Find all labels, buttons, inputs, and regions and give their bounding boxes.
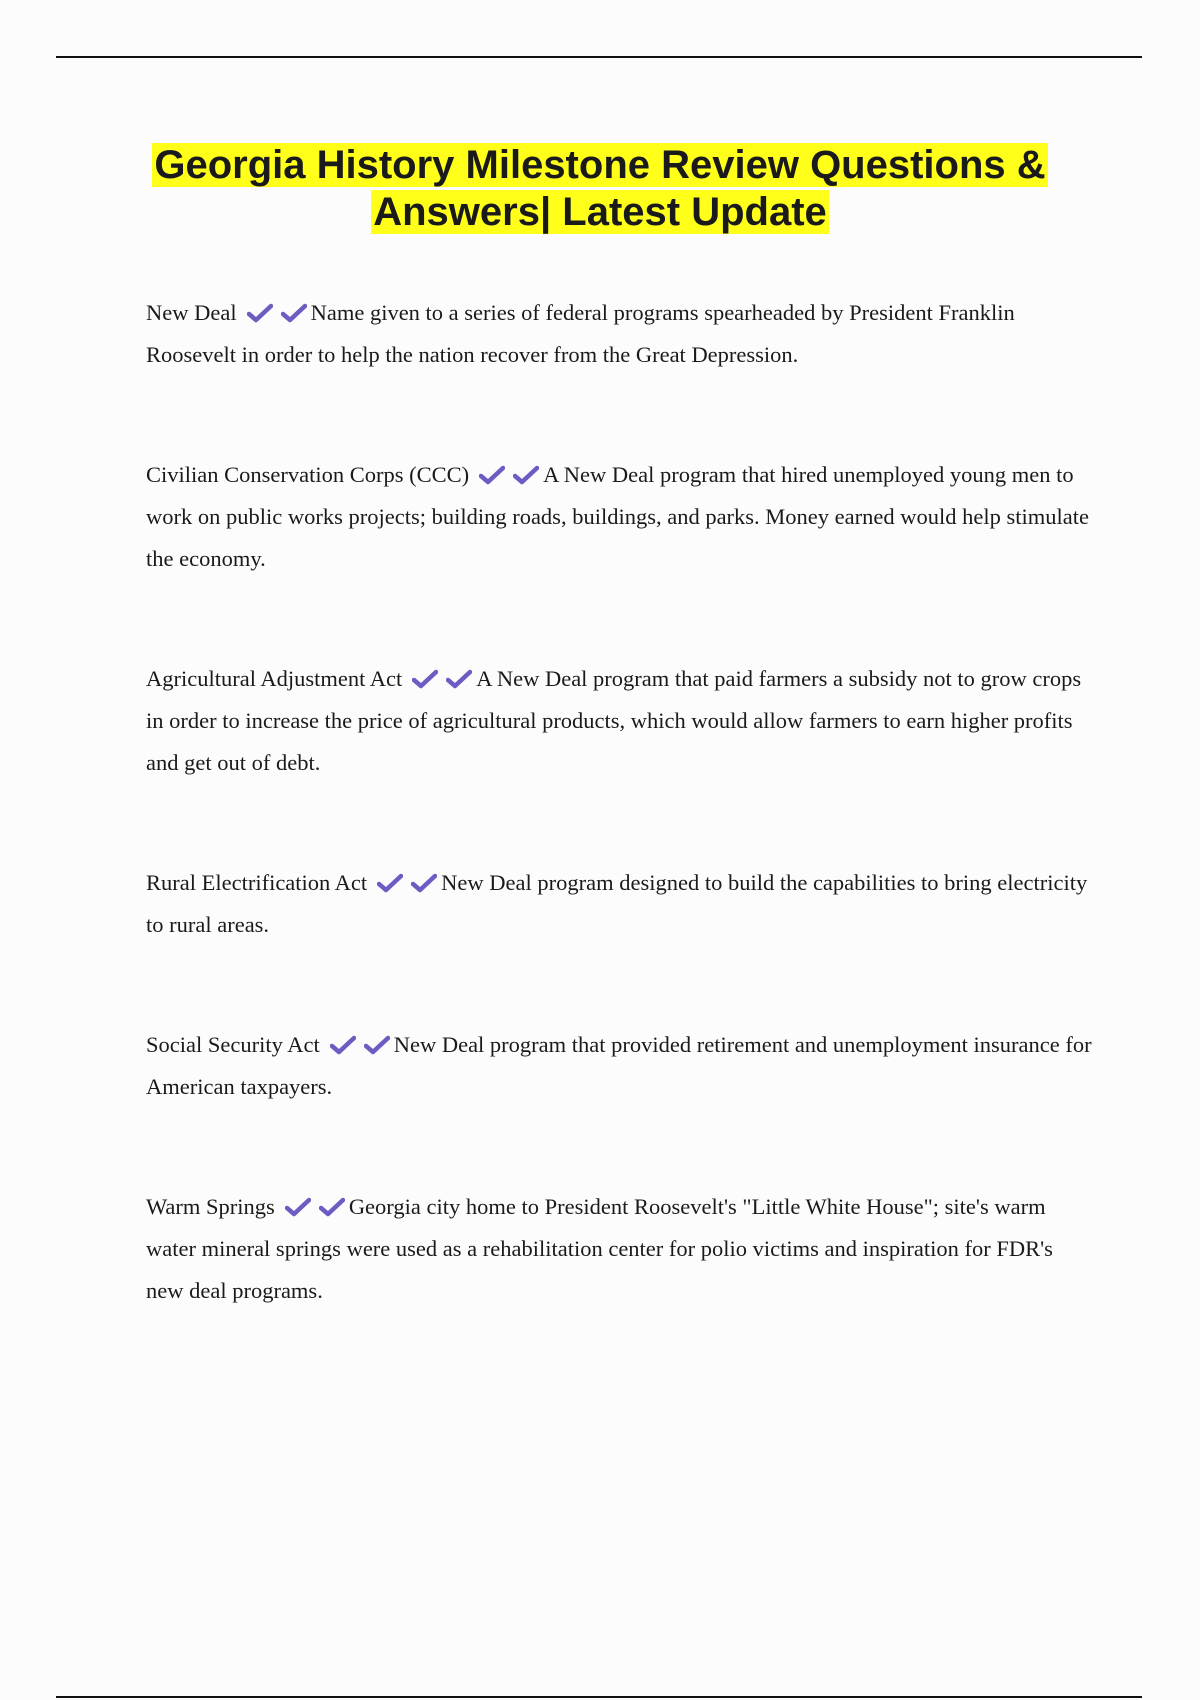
double-check-icons <box>412 669 472 689</box>
bottom-rule <box>56 1696 1142 1698</box>
check-icon <box>479 465 505 485</box>
entry-definition: Name given to a series of federal programs spearheaded by President Franklin Roosevelt in order to help the nation recover from the Great Depression. <box>146 300 1015 367</box>
check-icon <box>377 873 403 893</box>
entry-rea <box>146 862 1096 946</box>
check-icon <box>330 1035 356 1055</box>
double-check-icons <box>285 1197 345 1217</box>
entry-term: Social Security Act <box>146 1032 320 1057</box>
double-check-icons <box>247 303 307 323</box>
title-line-2: Answers| Latest Update <box>373 190 827 234</box>
entry-ccc <box>146 454 1096 580</box>
entry-definition: New Deal program designed to build the capabilities to bring electricity to rural areas. <box>146 870 1088 937</box>
entry-definition: Georgia city home to President Roosevelt's "Little White House"; site's warm water mineral springs were used as a rehabilitation center for polio victims and inspiration for FDR's new deal programs. <box>146 1194 1053 1303</box>
entry-term: Agricultural Adjustment Act <box>146 666 403 691</box>
entry-term: Civilian Conservation Corps (CCC) <box>146 462 470 487</box>
entry-social-security <box>146 1024 1096 1108</box>
entry-term: Rural Electrification Act <box>146 870 368 895</box>
top-rule <box>56 56 1142 58</box>
double-check-icons <box>479 465 539 485</box>
entry-definition: A New Deal program that hired unemployed young men to work on public works projects; building roads, buildings, and parks. Money earned would help stimulate the economy. <box>146 462 1089 571</box>
page-title <box>60 142 1140 236</box>
entry-definition: New Deal program that provided retirement and unemployment insurance for American taxpayers. <box>146 1032 1092 1099</box>
double-check-icons <box>377 873 437 893</box>
check-icon <box>412 669 438 689</box>
check-icon <box>364 1035 390 1055</box>
entry-aaa <box>146 658 1096 784</box>
entry-definition: A New Deal program that paid farmers a subsidy not to grow crops in order to increase the price of agricultural products, which would allow farmers to earn higher profits and get out of debt. <box>146 666 1082 775</box>
check-icon <box>446 669 472 689</box>
double-check-icons <box>330 1035 390 1055</box>
check-icon <box>319 1197 345 1217</box>
check-icon <box>247 303 273 323</box>
check-icon <box>411 873 437 893</box>
check-icon <box>513 465 539 485</box>
check-icon <box>285 1197 311 1217</box>
entry-list <box>146 292 1096 1390</box>
entry-term: New Deal <box>146 300 237 325</box>
entry-warm-springs <box>146 1186 1096 1312</box>
check-icon <box>281 303 307 323</box>
entry-new-deal <box>146 292 1096 376</box>
entry-term: Warm Springs <box>146 1194 275 1219</box>
title-line-1: Georgia History Milestone Review Questions & <box>154 143 1046 187</box>
